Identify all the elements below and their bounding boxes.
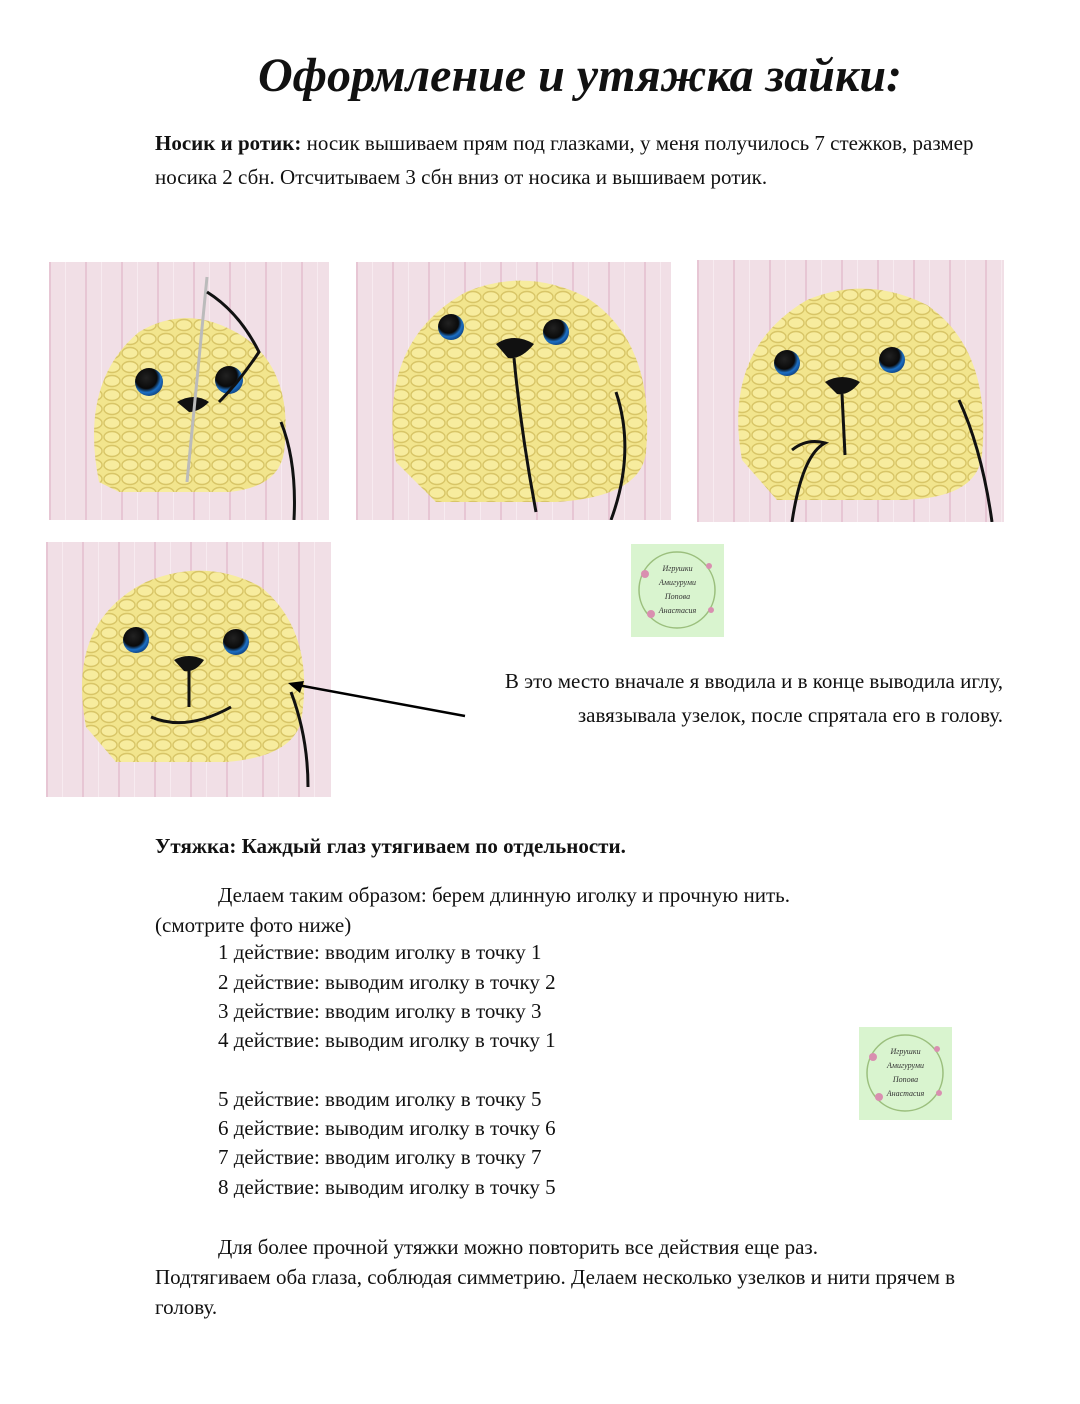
tightening-intro-line-2: (смотрите фото ниже) [155,913,352,937]
outro-line-1: Для более прочной утяжки можно повторить все действия еще раз. [218,1235,818,1259]
logo-line: Игрушки [890,1047,921,1056]
tightening-intro [155,880,935,940]
intro-label: Носик и ротик: [155,131,302,155]
step-item: 5 действие: вводим иголку в точку 5 [218,1087,542,1111]
step-item: 4 действие: выводим иголку в точку 1 [218,1028,556,1052]
step-item: 8 действие: выводим иголку в точку 5 [218,1175,556,1199]
logo-line: Анастасия [886,1089,925,1098]
brand-logo [631,544,724,637]
outro-line-2: Подтягиваем оба глаза, соблюдая симметрию. Делаем несколько узелков и нити прячем в голову. [155,1265,956,1319]
logo-line: Амигуруми [887,1061,924,1070]
step-item: 1 действие: вводим иголку в точку 1 [218,940,542,964]
outro-paragraph [155,1232,1005,1322]
photo-mouth-line [697,260,1004,522]
logo-line: Попова [664,592,691,601]
brand-logo [859,1027,952,1120]
step-item: 7 действие: вводим иголку в точку 7 [218,1145,542,1169]
note-line-2: завязывала узелок, после спрятала его в голову. [577,703,1003,727]
step-item: 3 действие: вводим иголку в точку 3 [218,999,542,1023]
step-item: 6 действие: выводим иголку в точку 6 [218,1116,556,1140]
intro-text: носик вышиваем прям под глазками, у меня получилось 7 стежков, размер носика 2 сбн. Отсчитываем 3 сбн вниз от носика и вышиваем ротик. [155,131,974,189]
tightening-intro-line-1: Делаем таким образом: берем длинную иголку и прочную нить. [218,883,790,907]
step-item: 2 действие: выводим иголку в точку 2 [218,970,556,994]
photo-needle-through-head [49,262,329,520]
note-line-1: В это место вначале я вводила и в конце выводила иглу, [504,669,1003,693]
logo-line: Анастасия [658,606,697,615]
logo-line: Игрушки [662,564,693,573]
page-title: Оформление и утяжка зайки: [257,49,902,102]
note-text [360,664,1003,732]
photo-nose-embroidered [356,262,671,520]
logo-line: Попова [892,1075,919,1084]
tightening-heading: Утяжка: Каждый глаз утягиваем по отдельности. [155,834,626,858]
intro-paragraph [155,126,1025,194]
logo-line: Амигуруми [659,578,696,587]
